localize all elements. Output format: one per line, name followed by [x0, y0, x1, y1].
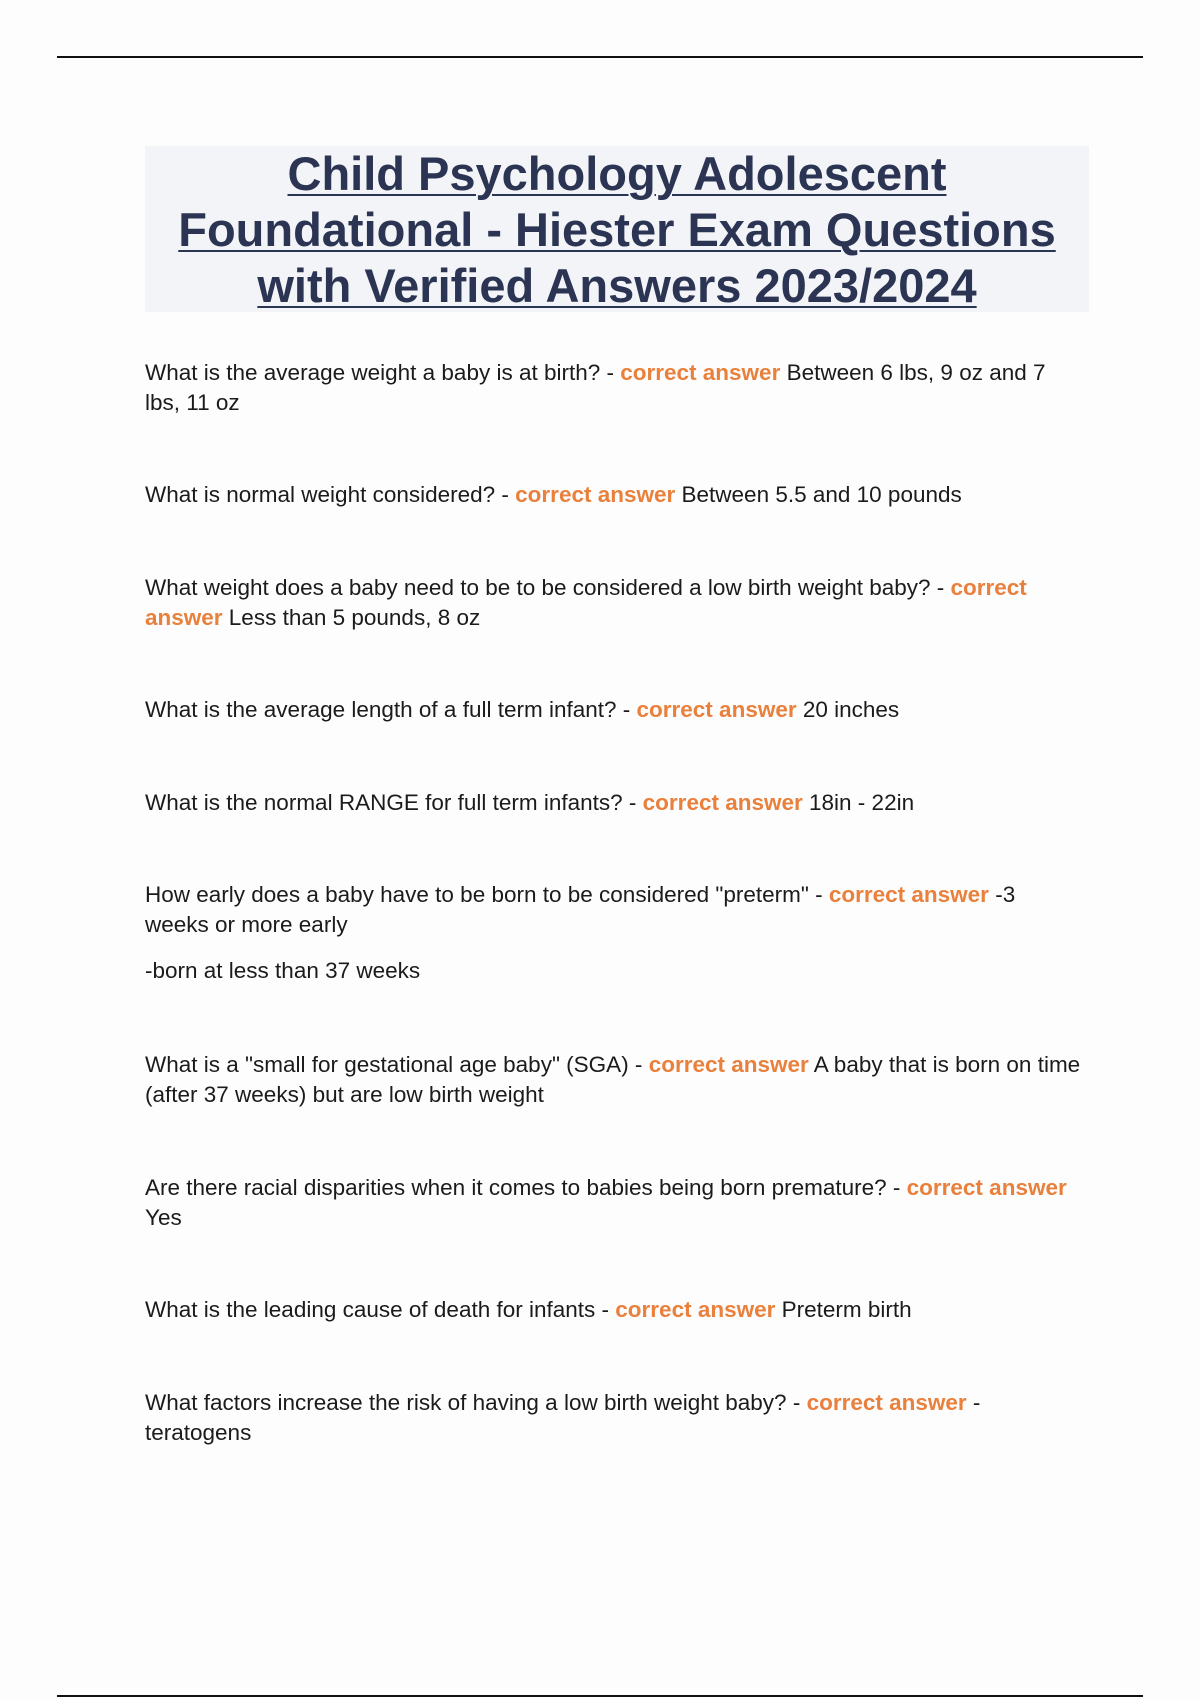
question-text: What is the average length of a full term infant? - — [145, 697, 637, 722]
title-line-1: Child Psychology Adolescent — [287, 147, 947, 200]
correct-answer-label: correct answer — [648, 1052, 809, 1077]
correct-answer-label: correct answer — [620, 360, 781, 385]
answer-text: Preterm birth — [775, 1297, 912, 1322]
answer-text: Between 6 lbs, 9 oz and 7 lbs, 11 oz — [145, 360, 1046, 415]
correct-answer-label: correct answer — [636, 697, 797, 722]
qa-item — [145, 1173, 1085, 1233]
top-rule — [57, 56, 1143, 58]
question-text: What is the average weight a baby is at birth? - — [145, 360, 621, 385]
title-line-3: with Verified Answers 2023/2024 — [257, 259, 977, 312]
qa-item — [145, 358, 1085, 418]
bottom-rule — [57, 1695, 1143, 1697]
qa-item — [145, 1050, 1085, 1110]
answer-text: Less than 5 pounds, 8 oz — [222, 605, 481, 630]
question-text: What factors increase the risk of having a low birth weight baby? - — [145, 1390, 807, 1415]
correct-answer-label: correct answer — [515, 482, 676, 507]
correct-answer-label: correct answer — [806, 1390, 967, 1415]
correct-answer-label: correct answer — [145, 575, 1027, 630]
qa-item — [145, 788, 1085, 818]
answer-text: 20 inches — [796, 697, 900, 722]
answer-text: Between 5.5 and 10 pounds — [675, 482, 962, 507]
answer-text: A baby that is born on time (after 37 weeks) but are low birth weight — [145, 1052, 1081, 1107]
title-box — [145, 146, 1089, 312]
question-text: How early does a baby have to be born to be considered "preterm" - — [145, 882, 829, 907]
qa-item — [145, 1388, 1085, 1448]
correct-answer-label: correct answer — [615, 1297, 776, 1322]
qa-item — [145, 573, 1085, 633]
title-line-2: Foundational - Hiester Exam Questions — [178, 203, 1056, 256]
question-text: What is the leading cause of death for infants - — [145, 1297, 616, 1322]
document-title — [145, 146, 1089, 314]
qa-item — [145, 1295, 1085, 1325]
answer-extra-text: -born at less than 37 weeks — [145, 958, 421, 983]
question-text: What is normal weight considered? - — [145, 482, 516, 507]
question-text: Are there racial disparities when it comes to babies being born premature? - — [145, 1175, 907, 1200]
answer-text: 18in - 22in — [802, 790, 915, 815]
qa-item — [145, 695, 1085, 725]
qa-item — [145, 880, 1085, 986]
answer-text: -teratogens — [145, 1390, 981, 1445]
correct-answer-label: correct answer — [642, 790, 803, 815]
question-text: What is the normal RANGE for full term infants? - — [145, 790, 643, 815]
answer-text: -3 weeks or more early — [145, 882, 1016, 937]
question-text: What is a "small for gestational age baby" (SGA) - — [145, 1052, 649, 1077]
qa-item — [145, 480, 1085, 510]
correct-answer-label: correct answer — [828, 882, 989, 907]
correct-answer-label: correct answer — [906, 1175, 1067, 1200]
question-text: What weight does a baby need to be to be considered a low birth weight baby? - — [145, 575, 951, 600]
answer-text: Yes — [145, 1205, 182, 1230]
